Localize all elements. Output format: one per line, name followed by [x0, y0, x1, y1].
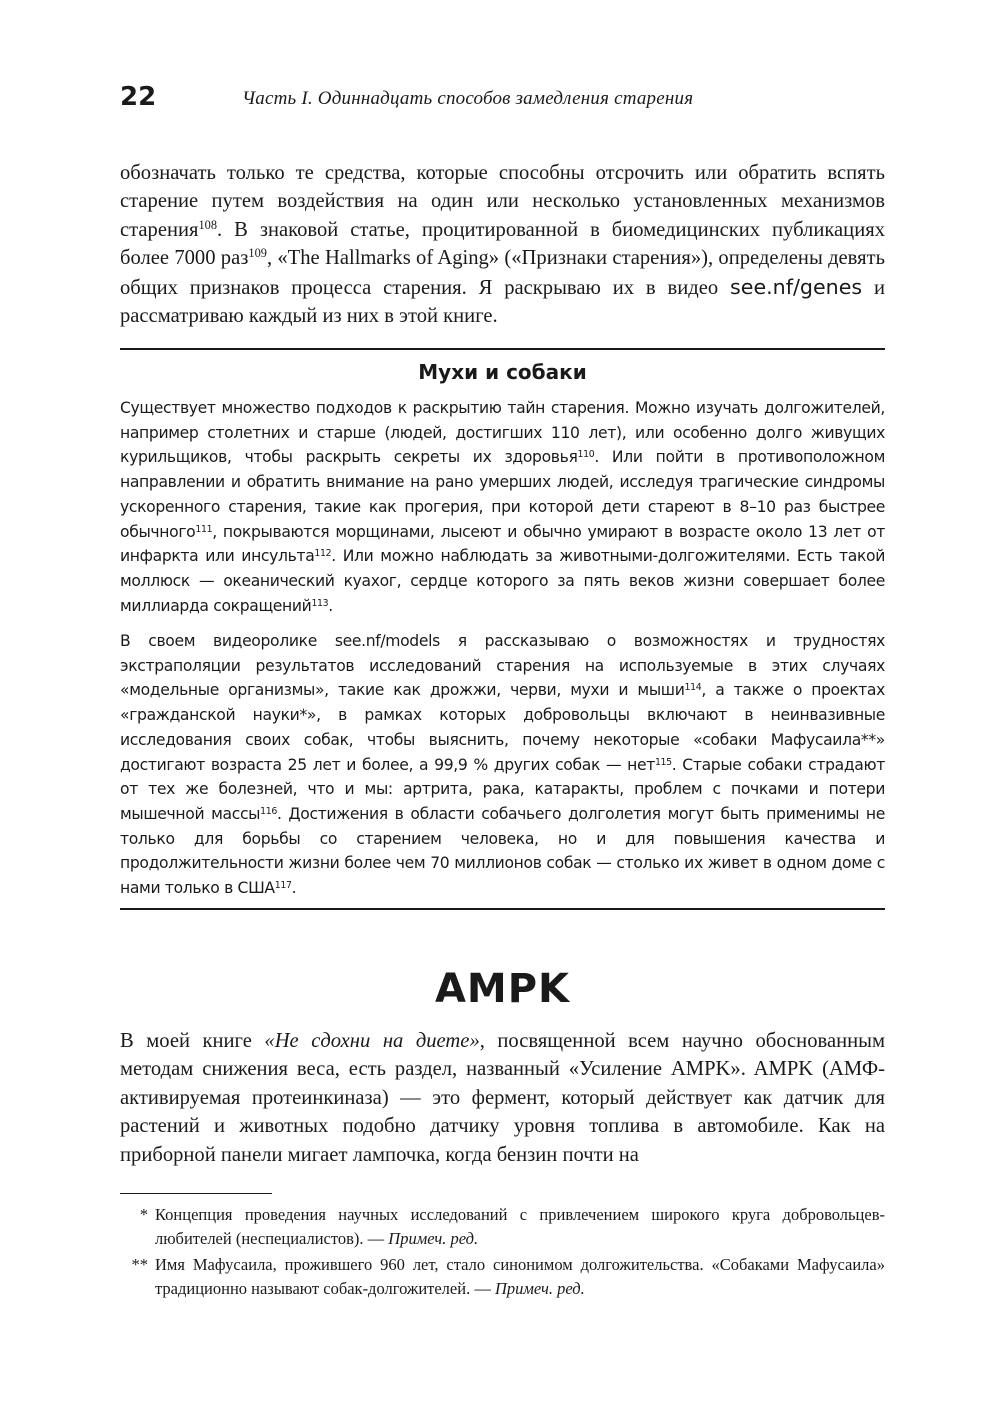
- sidebar-bottom-rule: [120, 908, 885, 910]
- sidebar-text: . Достижения в области собачьего долголетия могут быть применимы не только для борьбы со старением человека, но и для повышения качества и продолжительности жизни более чем 70 миллионов собак — столько их живет в одном доме с нами только в США: [120, 804, 885, 898]
- reference-mark: 114: [684, 682, 702, 694]
- sidebar-paragraph-1: [120, 396, 885, 618]
- intro-paragraph: [120, 159, 885, 330]
- sidebar-title: Мухи и собаки: [418, 360, 587, 384]
- footnote-marker: *: [139, 1205, 148, 1224]
- reference-mark: 110: [577, 449, 595, 461]
- video-link-models[interactable]: see.nf/models: [334, 632, 440, 650]
- section-heading: AMPK: [434, 966, 571, 1012]
- sidebar-text: . Или можно наблюдать за животными-долгожителями. Есть такой моллюск — океанический куахог, сердце которого за пять веков жизни совершает более миллиарда сокращений: [120, 547, 886, 615]
- footnote-rule: [120, 1193, 272, 1194]
- sidebar-text: , покрываются морщинами, лысеют и обычно умирают в возрасте около 13 лет от инфаркта или инсульта: [120, 522, 885, 566]
- reference-mark: 116: [260, 805, 277, 817]
- sidebar-text: . Или пойти в противоположном направлении и обратить внимание на рано умерших людей, исследуя трагические синдромы ускоренного старения, такие как прогерия, при которой дети стареют в 8–10 раз быстрее обычного: [120, 448, 885, 541]
- editor-note: Примеч. ред.: [494, 1278, 585, 1298]
- sidebar-text: .: [328, 596, 333, 615]
- intro-text: и рассматриваю каждый из них в этой книге.: [120, 276, 885, 328]
- sidebar-text: .: [291, 879, 297, 898]
- footnote: [120, 1253, 885, 1300]
- running-head: [120, 82, 890, 122]
- intro-text: , «The Hallmarks of Aging» («Признаки старения»), определены девять общих признаков процесса старения. Я раскрываю их в видео: [120, 247, 885, 299]
- reference-mark: 115: [654, 756, 672, 768]
- reference-mark: 109: [248, 246, 267, 261]
- video-link-genes[interactable]: see.nf/genes: [730, 274, 863, 299]
- sidebar-top-rule: [120, 348, 885, 350]
- sidebar-text: я рассказываю о возможностях и трудностях экстраполяции результатов исследований старения на используемые в этих случаях «модельные организмы», такие как дрожжи, черви, мухи и мыши: [120, 632, 885, 700]
- book-title: «Не сдохни на диете»: [264, 1030, 480, 1052]
- footnote: [120, 1203, 885, 1250]
- reference-mark: 113: [311, 597, 329, 609]
- running-title: Часть I. Одиннадцать способов замедления старения: [242, 88, 694, 109]
- intro-text: обозначать только те средства, которые способны отсрочить или обратить вспять старение путем воздействия на один или несколько установленных механизмов старения: [120, 162, 885, 241]
- footnote-text: Концепция проведения научных исследований с привлечением широкого круга добровольцев-любителей (неспециалистов). —: [155, 1205, 885, 1248]
- ampk-paragraph: [120, 1027, 885, 1169]
- sidebar-text: . Старые собаки страдают от тех же болезней, что и мы: артрита, рака, катаракты, проблем с почками и потери мышечной массы: [120, 755, 885, 823]
- sidebar-text: В своем видеоролике: [120, 632, 335, 650]
- editor-note: Примеч. ред.: [388, 1228, 479, 1248]
- reference-mark: 117: [274, 879, 292, 891]
- reference-mark: 108: [198, 218, 218, 233]
- footnote-marker: **: [131, 1255, 148, 1274]
- footnote-text: Имя Мафусаила, прожившего 960 лет, стало синонимом долгожительства. «Собаками Мафусаила» традиционно называют собак-долгожителей. —: [155, 1255, 885, 1298]
- reference-mark: 111: [195, 523, 213, 535]
- sidebar-paragraph-2: [120, 629, 885, 901]
- sidebar-text: , а также о проектах «гражданской науки*», в рамках которых добровольцы включают в неинвазивные исследования своих собак, чтобы выяснить, почему некоторые «собаки Мафусаила**» достигают возраста 25 лет и более, а 99,9 % других собак — нет: [120, 681, 885, 774]
- page-number: 22: [120, 82, 157, 112]
- ampk-text: , посвященной всем научно обоснованным методам снижения веса, есть раздел, названный «Усиление AMPK». AMPK (АМФ-активируемая протеинкиназа) — это фермент, который действует как датчик для растений и животных подобно датчику уровня топлива в автомобиле. Как на приборной панели мигает лампочка, когда бензин почти на: [120, 1030, 886, 1166]
- reference-mark: 112: [314, 548, 332, 560]
- sidebar-text: Существует множество подходов к раскрытию тайн старения. Можно изучать долгожителей, например столетних и старше (людей, достигших 110 лет), или особенно долго живущих курильщиков, чтобы раскрыть секреты их здоровья: [120, 399, 885, 467]
- intro-text: . В знаковой статье, процитированной в биомедицинских публикациях более 7000 раз: [120, 218, 885, 270]
- ampk-text: В моей книге: [120, 1030, 265, 1052]
